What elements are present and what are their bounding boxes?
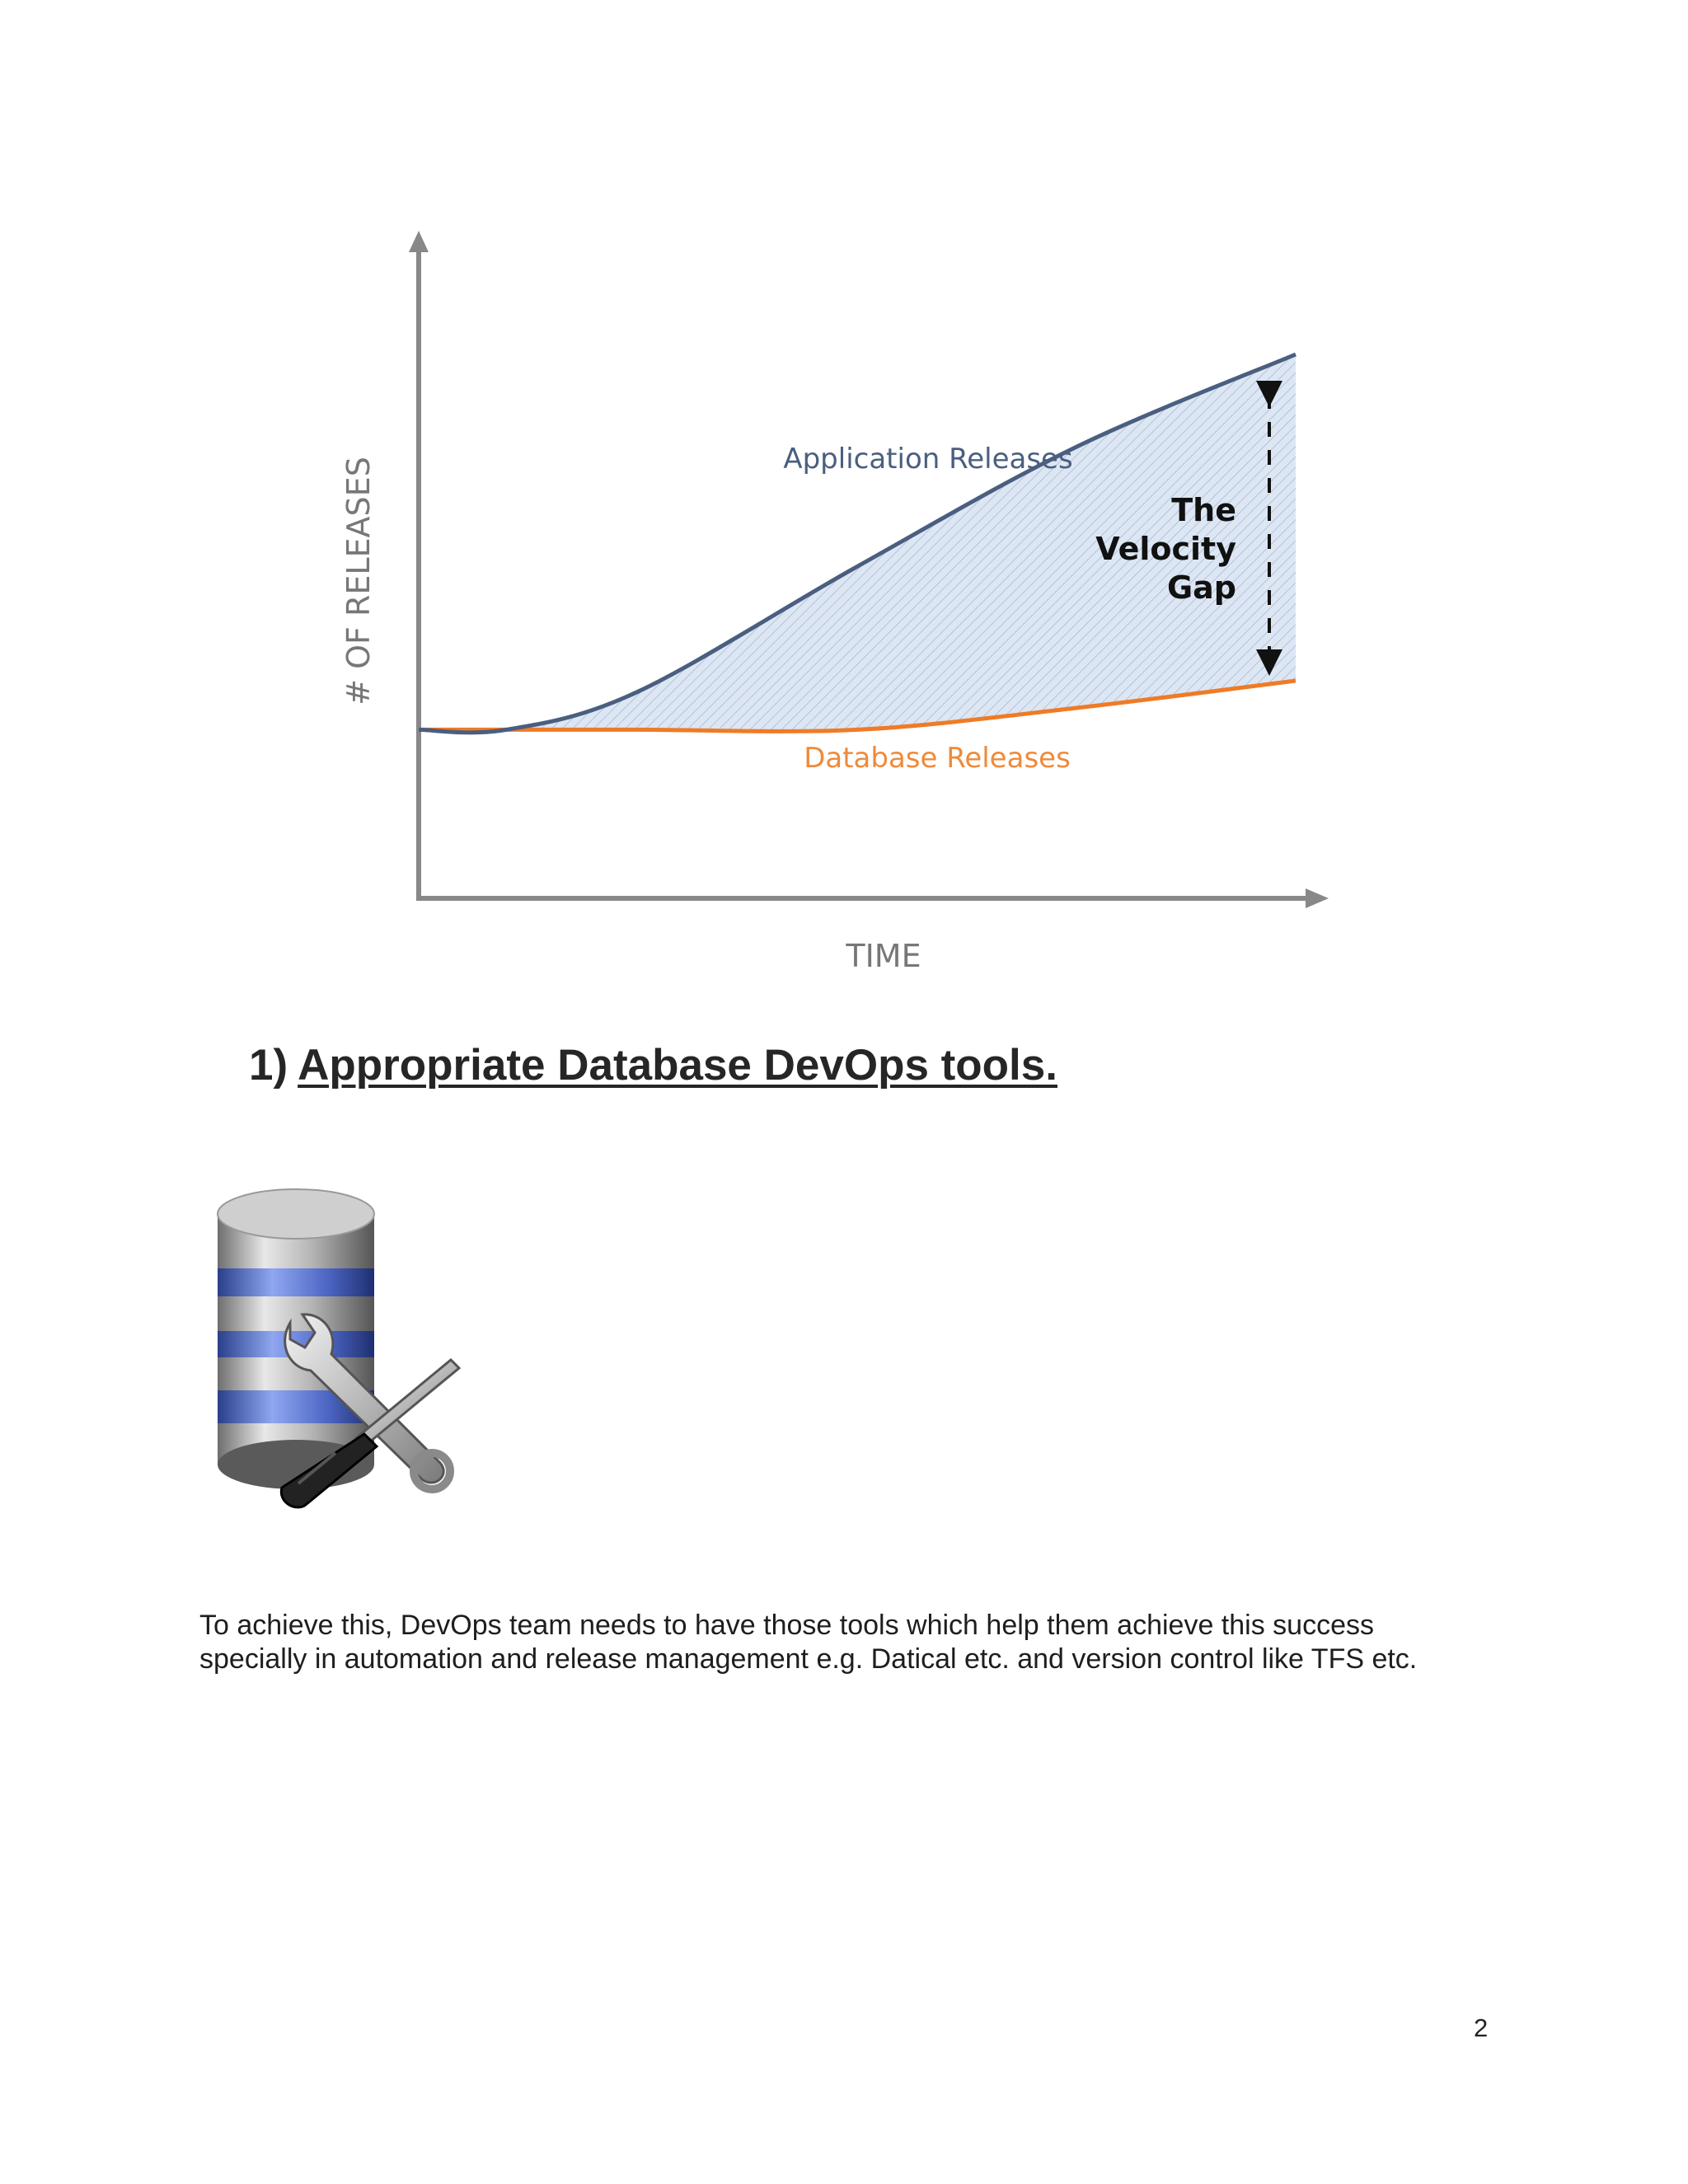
series-label-application-releases: Application Releases — [783, 443, 1073, 476]
database-tools-icon — [199, 1150, 471, 1512]
body-line-2: specially in automation and release management e.g. Datical etc. and version control like TFS etc. — [199, 1643, 1418, 1675]
velocity-gap-chart — [0, 0, 1688, 989]
heading-number: 1) — [249, 1041, 288, 1090]
body-paragraph — [199, 1609, 1551, 1676]
heading-title: Appropriate Database DevOps tools. — [298, 1041, 1057, 1090]
page-number: 2 — [1474, 2013, 1489, 2042]
x-axis-label: TIME — [846, 938, 921, 974]
x-axis-arrow-icon — [1306, 888, 1329, 908]
annotation-line-3: Gap — [1166, 569, 1236, 606]
annotation-line-2: Velocity — [1095, 531, 1236, 567]
series-label-database-releases: Database Releases — [804, 742, 1071, 775]
y-axis-arrow-icon — [409, 231, 429, 252]
y-axis-label: # OF RELEASES — [340, 457, 377, 705]
annotation-line-1: The — [1171, 492, 1236, 528]
body-line-1: To achieve this, DevOps team needs to have those tools which help them achieve this success — [199, 1610, 1374, 1641]
section-heading — [249, 1040, 1057, 1090]
